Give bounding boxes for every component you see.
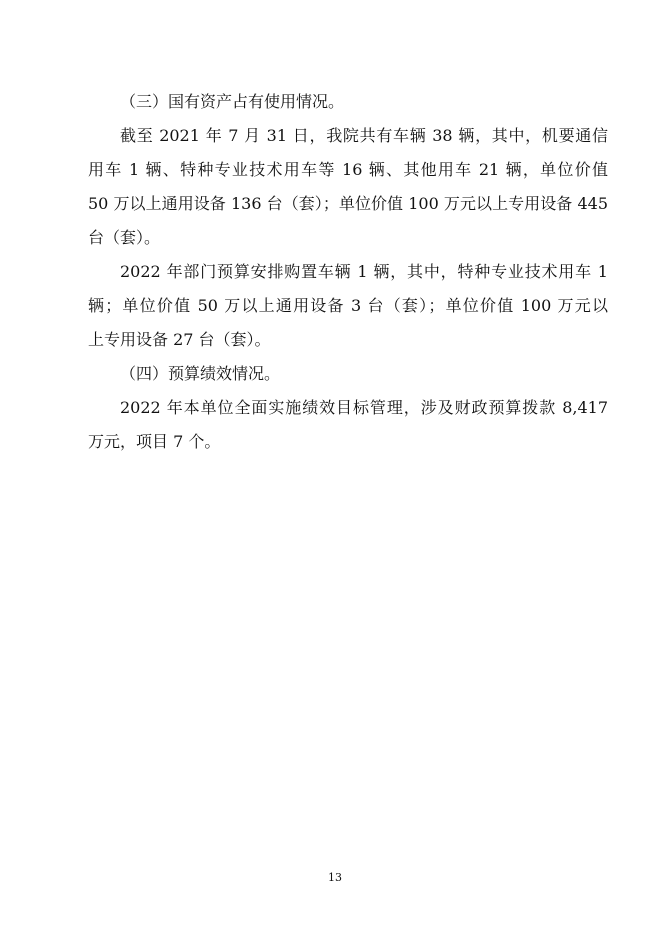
paragraph-line: 用车 1 辆、特种专业技术用车等 16 辆、其他用车 21 辆，单位价值 [88, 160, 608, 179]
paragraph-line: 2022 年部门预算安排购置车辆 1 辆，其中，特种专业技术用车 1 [120, 262, 608, 281]
paragraph-line: 万元，项目 7 个。 [88, 432, 221, 451]
paragraph-line: 50 万以上通用设备 136 台（套）；单位价值 100 万元以上专用设备 445 [88, 194, 608, 213]
section-heading-assets: （三）国有资产占有使用情况。 [120, 92, 345, 111]
page-number: 13 [328, 871, 342, 884]
paragraph-line: 截至 2021 年 7 月 31 日，我院共有车辆 38 辆，其中，机要通信 [120, 126, 608, 145]
paragraph-line: 上专用设备 27 台（套）。 [88, 330, 271, 349]
paragraph-line: 台（套）。 [88, 228, 161, 247]
paragraph-line: 辆；单位价值 50 万以上通用设备 3 台（套）；单位价值 100 万元以 [88, 296, 608, 315]
paragraph-line: 2022 年本单位全面实施绩效目标管理，涉及财政预算拨款 8,417 [120, 398, 608, 417]
section-heading-performance: （四）预算绩效情况。 [120, 364, 281, 383]
